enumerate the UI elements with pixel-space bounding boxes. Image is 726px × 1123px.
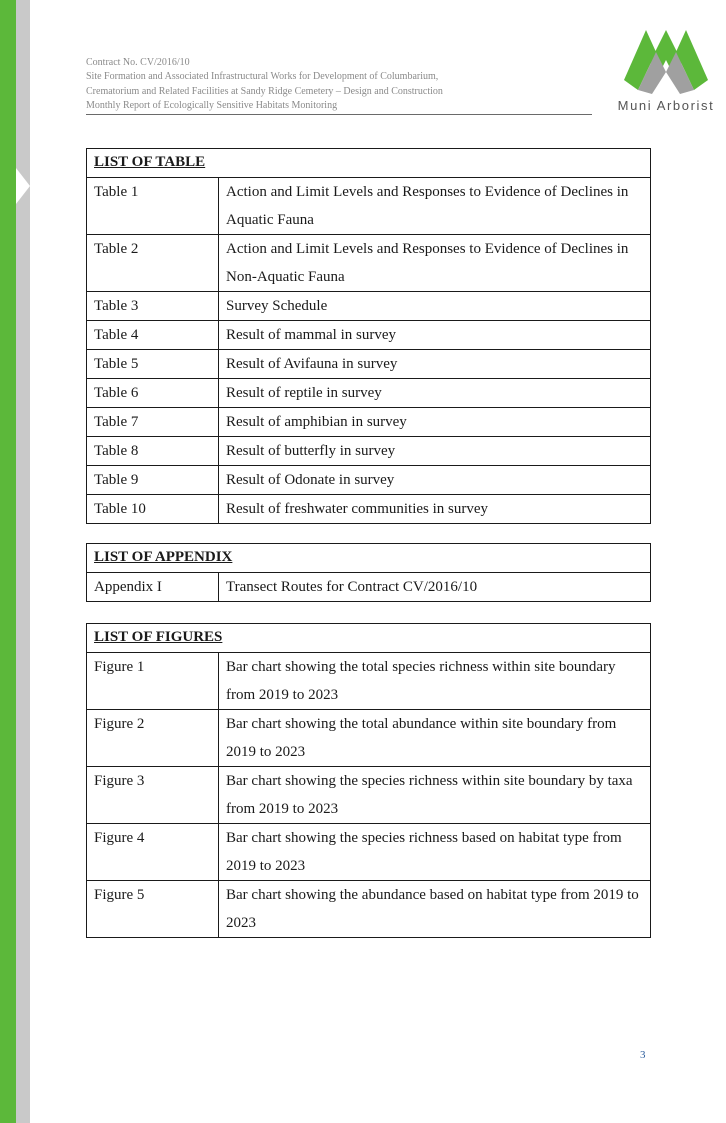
row-label: Figure 4 <box>87 824 219 881</box>
list-of-figures-heading: LIST OF FIGURES <box>87 624 651 653</box>
row-text: Bar chart showing the species richness within site boundary by taxa from 2019 to 2023 <box>219 767 651 824</box>
row-label: Figure 1 <box>87 653 219 710</box>
table-row <box>87 495 651 524</box>
logo-mark-icon <box>616 22 716 94</box>
row-label: Table 9 <box>87 466 219 495</box>
list-of-appendix-heading: LIST OF APPENDIX <box>87 544 651 573</box>
table-row <box>87 710 651 767</box>
header-divider <box>86 114 592 115</box>
table-row <box>87 767 651 824</box>
row-text: Result of mammal in survey <box>219 321 651 350</box>
page-number: 3 <box>640 1049 646 1061</box>
table-row <box>87 292 651 321</box>
row-text: Action and Limit Levels and Responses to Evidence of Declines in Aquatic Fauna <box>219 178 651 235</box>
list-of-figures-header-row <box>87 624 651 653</box>
table-row <box>87 824 651 881</box>
row-label: Table 2 <box>87 235 219 292</box>
list-of-appendix <box>86 543 651 602</box>
row-label: Table 4 <box>87 321 219 350</box>
table-row <box>87 178 651 235</box>
header-project-line-1: Site Formation and Associated Infrastructural Works for Development of Columbarium, <box>86 71 439 83</box>
document-header <box>86 56 592 113</box>
row-text: Survey Schedule <box>219 292 651 321</box>
row-text: Action and Limit Levels and Responses to Evidence of Declines in Non-Aquatic Fauna <box>219 235 651 292</box>
table-row <box>87 653 651 710</box>
row-label: Appendix I <box>87 573 219 602</box>
table-row <box>87 408 651 437</box>
list-of-tables-header-row <box>87 149 651 178</box>
row-label: Table 5 <box>87 350 219 379</box>
header-contract-no: Contract No. CV/2016/10 <box>86 57 190 68</box>
row-text: Result of amphibian in survey <box>219 408 651 437</box>
row-label: Table 7 <box>87 408 219 437</box>
header-report-title: Monthly Report of Ecologically Sensitive Habitats Monitoring <box>86 99 338 111</box>
row-label: Figure 3 <box>87 767 219 824</box>
row-text: Bar chart showing the species richness based on habitat type from 2019 to 2023 <box>219 824 651 881</box>
row-label: Table 6 <box>87 379 219 408</box>
row-text: Result of freshwater communities in survey <box>219 495 651 524</box>
table-row <box>87 235 651 292</box>
table-row <box>87 881 651 938</box>
table-row <box>87 466 651 495</box>
row-text: Result of butterfly in survey <box>219 437 651 466</box>
row-text: Result of reptile in survey <box>219 379 651 408</box>
row-text: Result of Avifauna in survey <box>219 350 651 379</box>
left-bar-arrow-notch <box>16 168 30 204</box>
table-row <box>87 573 651 602</box>
row-text: Transect Routes for Contract CV/2016/10 <box>219 573 651 602</box>
header-project-line-2: Crematorium and Related Facilities at Sandy Ridge Cemetery – Design and Construction <box>86 85 443 97</box>
muni-arborist-logo <box>612 22 720 122</box>
list-of-appendix-header-row <box>87 544 651 573</box>
row-text: Bar chart showing the total abundance within site boundary from 2019 to 2023 <box>219 710 651 767</box>
row-text: Result of Odonate in survey <box>219 466 651 495</box>
list-of-tables <box>86 148 651 524</box>
row-text: Bar chart showing the abundance based on habitat type from 2019 to 2023 <box>219 881 651 938</box>
row-label: Table 8 <box>87 437 219 466</box>
table-row <box>87 350 651 379</box>
row-label: Figure 5 <box>87 881 219 938</box>
row-label: Table 10 <box>87 495 219 524</box>
table-row <box>87 321 651 350</box>
left-green-bar <box>0 0 16 1123</box>
table-row <box>87 379 651 408</box>
row-label: Table 1 <box>87 178 219 235</box>
row-label: Figure 2 <box>87 710 219 767</box>
row-label: Table 3 <box>87 292 219 321</box>
list-of-tables-heading: LIST OF TABLE <box>87 149 651 178</box>
row-text: Bar chart showing the total species richness within site boundary from 2019 to 2023 <box>219 653 651 710</box>
logo-text: Muni Arborist <box>617 98 715 113</box>
list-of-figures <box>86 623 651 938</box>
table-row <box>87 437 651 466</box>
